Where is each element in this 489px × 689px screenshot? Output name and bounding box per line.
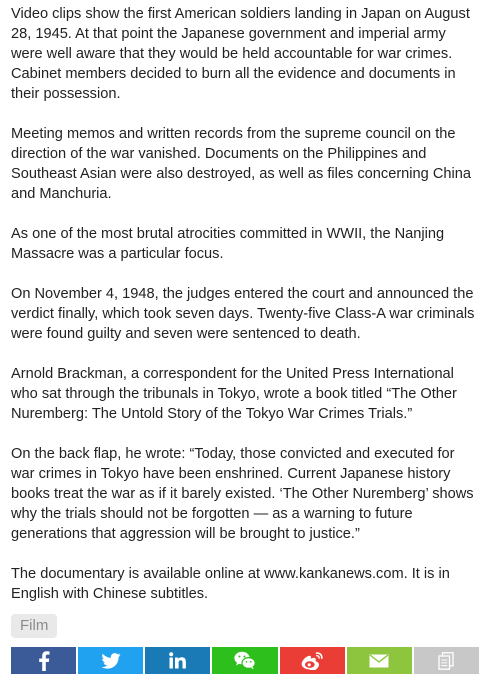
article-paragraph: As one of the most brutal atrocities committed in WWII, the Nanjing Massacre was a particular focus. — [11, 226, 445, 262]
share-bar — [11, 647, 479, 674]
copy-link-icon — [438, 652, 454, 670]
article-paragraph: On the back flap, he wrote: “Today, those convicted and executed for war crimes in Tokyo have been enshrined. Current Japanese history books treat the war as if it barely existed. ‘The Other Nuremberg’ shows why the trials should not be forgotten — as a warning to future generations that aggression will be brought to justice.” — [11, 446, 474, 542]
linkedin-icon — [169, 652, 187, 669]
share-twitter-button[interactable] — [78, 647, 143, 674]
article-paragraph: Meeting memos and written records from the supreme council on the direction of the war vanished. Documents on the Philippines and Southeast Asian were also destroyed, as well as files concerning China and Manchuria. — [11, 126, 471, 202]
article-paragraph: On November 4, 1948, the judges entered the court and announced the verdict finally, which took seven days. Twenty-five Class-A war criminals were found guilty and seven were sentenced to death. — [11, 286, 475, 342]
article-paragraph: The documentary is available online at www.kankanews.com. It is in English with Chinese subtitles. — [11, 566, 450, 602]
weibo-icon — [301, 652, 323, 670]
email-icon — [369, 654, 389, 668]
article-body — [11, 4, 481, 624]
twitter-icon — [101, 653, 121, 669]
wechat-icon — [234, 651, 256, 670]
share-facebook-button[interactable] — [11, 647, 76, 674]
share-email-button[interactable] — [347, 647, 412, 674]
tag-film[interactable]: Film — [11, 614, 57, 638]
tag-list — [11, 614, 57, 638]
share-linkedin-button[interactable] — [145, 647, 210, 674]
article-paragraph: Arnold Brackman, a correspondent for the United Press International who sat through the tribunals in Tokyo, wrote a book titled “The Other Nuremberg: The Untold Story of the Tokyo War Crimes Trials.” — [11, 366, 457, 422]
share-copy-link-button[interactable] — [414, 647, 479, 674]
share-weibo-button[interactable] — [280, 647, 345, 674]
share-wechat-button[interactable] — [212, 647, 277, 674]
facebook-icon — [38, 651, 50, 671]
article-paragraph: Video clips show the first American soldiers landing in Japan on August 28, 1945. At that point the Japanese government and imperial army were well aware that they would be held accountable for war crimes. Cabinet members decided to burn all the evidence and documents in their possession. — [11, 6, 470, 102]
